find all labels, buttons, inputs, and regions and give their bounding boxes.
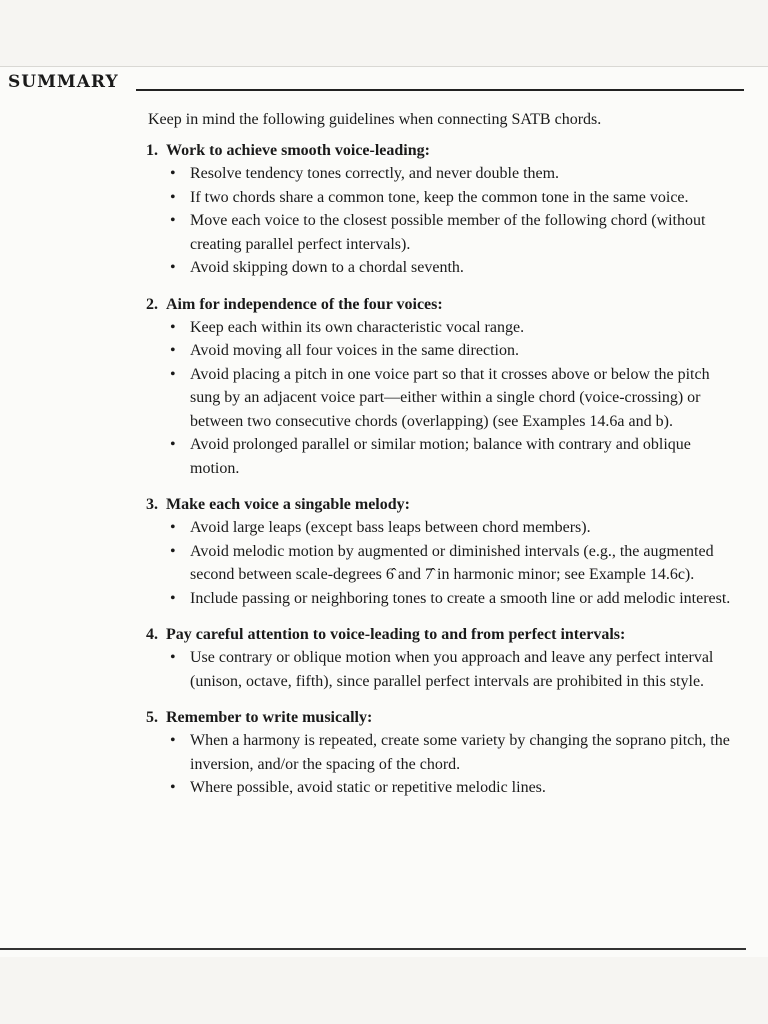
- list-item-text: Avoid melodic motion by augmented or diminished intervals (e.g., the augmented second between scale-degrees 6̂ and 7̂ in harmonic minor; see Example 14.6c).: [190, 542, 714, 583]
- list-item: [168, 776, 732, 800]
- list-item-text: Use contrary or oblique motion when you approach and leave any perfect interval (unison, octave, fifth), since parallel perfect intervals are prohibited in this style.: [190, 649, 714, 690]
- guideline-number: 3.: [146, 496, 158, 513]
- guideline-section: [132, 624, 732, 693]
- summary-content: [132, 110, 732, 814]
- list-item: [168, 363, 732, 434]
- list-item-text: Include passing or neighboring tones to create a smooth line or add melodic interest.: [190, 589, 731, 607]
- list-item: [168, 433, 732, 480]
- bullet-icon: •: [170, 732, 176, 749]
- bullet-icon: •: [170, 318, 176, 336]
- bullet-list: [132, 316, 732, 481]
- list-item: [168, 316, 732, 340]
- summary-header: [8, 72, 744, 96]
- bottom-rule: [0, 948, 746, 950]
- guideline-title: Remember to write musically:: [166, 709, 373, 726]
- list-item-text: Avoid placing a pitch in one voice part so that it crosses above or below the pitch sung by an adjacent voice part—either within a single chord (voice-crossing) or between two consecutive chords (overlapping) (see Examples 14.6a and b).: [190, 365, 710, 430]
- list-item: [168, 339, 732, 363]
- bullet-icon: •: [170, 519, 176, 536]
- bullet-icon: •: [170, 649, 176, 666]
- bullet-icon: •: [170, 212, 176, 229]
- guideline-number: 2.: [146, 295, 158, 313]
- guideline-heading: [132, 707, 732, 729]
- bullet-icon: •: [170, 342, 176, 359]
- list-item-text: Keep each within its own characteristic vocal range.: [190, 318, 525, 336]
- list-item-text: Avoid skipping down to a chordal seventh.: [190, 259, 464, 276]
- list-item-text: If two chords share a common tone, keep the common tone in the same voice.: [190, 188, 689, 206]
- list-item-text: When a harmony is repeated, create some variety by changing the soprano pitch, the inversion, and/or the spacing of the chord.: [190, 732, 730, 773]
- guideline-section: [132, 494, 732, 610]
- guideline-heading: [132, 624, 732, 646]
- bullet-icon: •: [170, 365, 176, 383]
- list-item-text: Avoid prolonged parallel or similar motion; balance with contrary and oblique motion.: [190, 436, 691, 477]
- guideline-section: [132, 294, 732, 481]
- guideline-list: [132, 140, 732, 800]
- list-item-text: Avoid large leaps (except bass leaps between chord members).: [190, 519, 591, 536]
- bullet-icon: •: [170, 779, 176, 796]
- bullet-list: [132, 516, 732, 610]
- guideline-heading: [132, 140, 732, 162]
- bullet-list: [132, 162, 732, 280]
- guideline-number: 5.: [146, 709, 158, 726]
- guideline-number: 1.: [146, 142, 158, 159]
- intro-text: Keep in mind the following guidelines when connecting SATB chords.: [148, 111, 602, 128]
- guideline-section: [132, 140, 732, 280]
- bullet-icon: •: [170, 259, 176, 276]
- list-item: [168, 516, 732, 540]
- bullet-icon: •: [170, 589, 176, 607]
- list-item: [168, 186, 732, 210]
- list-item: [168, 729, 732, 776]
- list-item-text: Where possible, avoid static or repetitive melodic lines.: [190, 779, 546, 796]
- guideline-section: [132, 707, 732, 800]
- guideline-heading: [132, 294, 732, 316]
- list-item: [168, 209, 732, 256]
- bullet-icon: •: [170, 165, 176, 182]
- header-rule: [136, 89, 744, 91]
- bullet-list: [132, 729, 732, 800]
- guideline-title: Make each voice a singable melody:: [166, 496, 410, 513]
- bullet-list: [132, 646, 732, 693]
- bullet-icon: •: [170, 436, 176, 453]
- list-item-text: Resolve tendency tones correctly, and never double them.: [190, 165, 560, 182]
- list-item: [168, 540, 732, 587]
- list-item: [168, 162, 732, 186]
- guideline-title: Pay careful attention to voice-leading to and from perfect intervals:: [166, 626, 626, 643]
- section-title: SUMMARY: [8, 72, 119, 92]
- guideline-heading: [132, 494, 732, 516]
- bullet-icon: •: [170, 542, 176, 560]
- guideline-title: Work to achieve smooth voice-leading:: [166, 142, 430, 159]
- bullet-icon: •: [170, 188, 176, 206]
- guideline-title: Aim for independence of the four voices:: [166, 295, 443, 313]
- list-item-text: Move each voice to the closest possible member of the following chord (without creating parallel perfect intervals).: [190, 212, 706, 253]
- list-item-text: Avoid moving all four voices in the same direction.: [190, 342, 519, 359]
- list-item: [168, 587, 732, 611]
- list-item: [168, 256, 732, 280]
- list-item: [168, 646, 732, 693]
- guideline-number: 4.: [146, 626, 158, 643]
